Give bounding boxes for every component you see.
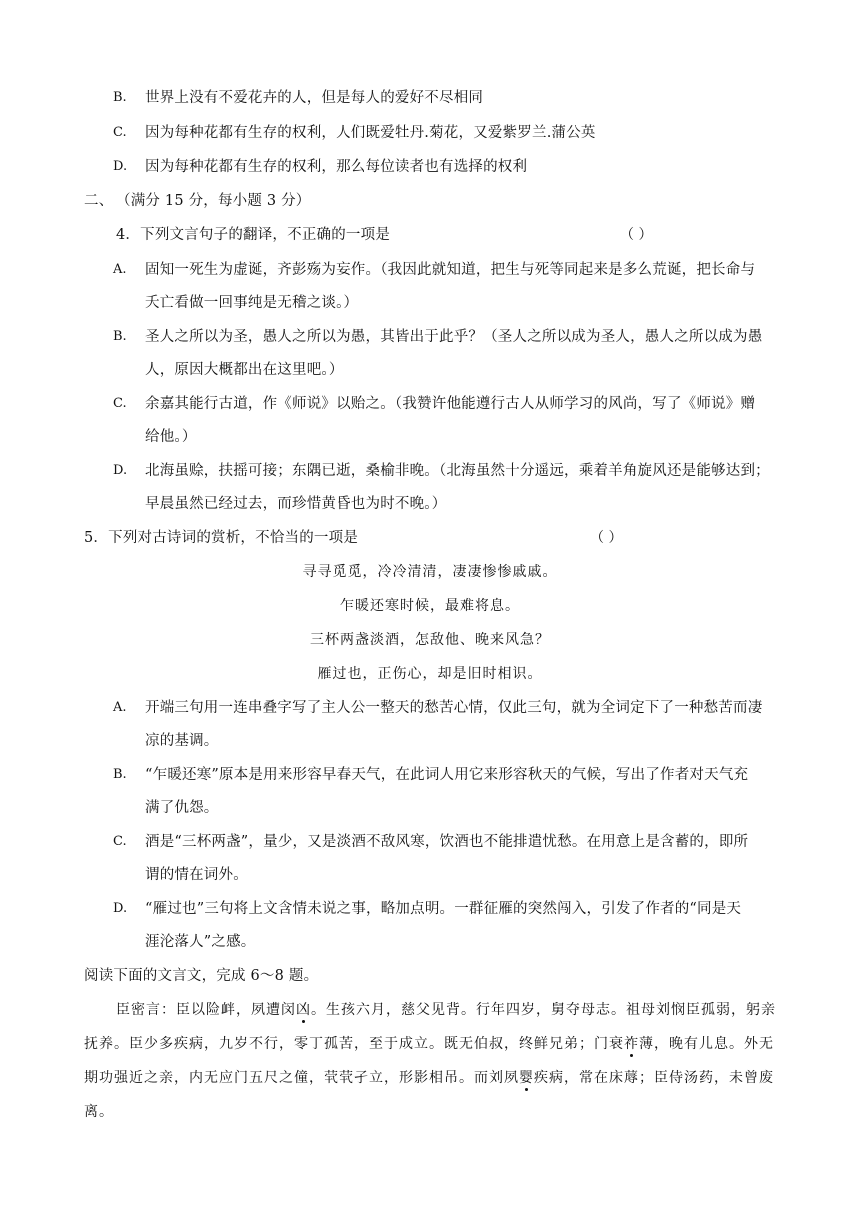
passage-line-1-part-b: 。生孩六月，慈父见背。行年四岁，舅夺母志。祖母刘悯臣孤弱，躬亲 xyxy=(311,1002,776,1018)
section2-note: （满分 15 分，每小题 3 分） xyxy=(116,193,311,209)
section2-number: 二、 xyxy=(84,193,114,209)
passage-line-4: 离。 xyxy=(84,1104,114,1120)
q4-option-a-label: A. xyxy=(113,262,127,277)
q5-option-d-label: D. xyxy=(113,901,128,916)
q5-option-c-line1: 酒是“三杯两盏”，量少，又是淡酒不敌风寒，饮酒也不能排遣忧愁。在用意上是含蓄的，即所 xyxy=(145,834,749,850)
passage-line-1 xyxy=(116,1000,776,1020)
q3-option-c-label: C. xyxy=(113,125,127,140)
q5-option-c-line2: 谓的情在词外。 xyxy=(145,867,248,883)
q5-option-b-line1: “乍暖还寒”原本是用来形容早春天气，在此词人用它来形容秋天的气候，写出了作者对天气充 xyxy=(145,767,749,783)
q5-option-d-line2: 涯沦落人”之感。 xyxy=(145,934,256,950)
q5-option-a-line2: 凉的基调。 xyxy=(145,733,219,749)
q4-option-d-label: D. xyxy=(113,463,128,478)
passage-line-3-part-b: 疾病，常在床蓐；臣侍汤药，未曾废 xyxy=(534,1070,774,1086)
passage-line-3 xyxy=(84,1068,774,1088)
q5-option-a-label: A. xyxy=(113,700,127,715)
q4-option-d-line1: 北海虽赊，扶摇可接；东隅已逝，桑榆非晚。（北海虽然十分遥远，乘着羊角旋风还是能够达到； xyxy=(145,463,770,479)
q3-option-b-label: B. xyxy=(113,90,127,105)
passage-line-1-part-a: 臣密言：臣以险衅，夙遭闵 xyxy=(116,1002,296,1018)
passage-line-3-part-a: 期功强近之亲，内无应门五尺之僮，茕茕孑立，形影相吊。而刘夙 xyxy=(84,1070,519,1086)
poem-line-2: 乍暖还寒时候，最难将息。 xyxy=(340,598,520,614)
emphasis-char-zuo: 祚 xyxy=(624,1036,639,1052)
q5-option-b-line2: 满了仇怨。 xyxy=(145,800,219,816)
q4-option-b-line1: 圣人之所以为圣，愚人之所以为愚，其皆出于此乎？（圣人之所以成为圣人，愚人之所以成为愚 xyxy=(145,329,763,345)
q4-option-c-label: C. xyxy=(113,396,127,411)
q4-answer-paren: （ ） xyxy=(620,227,653,243)
q5-option-b-label: B. xyxy=(113,767,127,782)
q4-option-a-line1: 固知一死生为虚诞，齐彭殇为妄作。（我因此就知道，把生与死等同起来是多么荒诞，把长命与 xyxy=(145,262,756,278)
poem-line-4: 雁过也，正伤心，却是旧时相识。 xyxy=(317,666,543,682)
q4-option-d-line2: 早晨虽然已经过去，而珍惜黄昏也为时不晚。） xyxy=(145,496,447,512)
q5-answer-paren: （ ） xyxy=(590,530,623,546)
q3-option-d-text: 因为每种花都有生存的权利，那么每位读者也有选择的权利 xyxy=(145,159,528,175)
emphasis-char-ying: 婴 xyxy=(519,1070,534,1086)
q3-option-c-text: 因为每种花都有生存的权利，人们既爱牡丹.菊花，又爱紫罗兰.蒲公英 xyxy=(145,125,596,141)
q5-stem: 5．下列对古诗词的赏析，不恰当的一项是 xyxy=(84,530,359,546)
q4-option-c-line1: 余嘉其能行古道，作《师说》以贻之。（我赞许他能遵行古人从师学习的风尚，写了《师说》赠 xyxy=(145,396,756,412)
q5-option-c-label: C. xyxy=(113,834,127,849)
q4-option-c-line2: 给他。） xyxy=(145,429,197,445)
emphasis-char-xiong: 凶 xyxy=(296,1002,311,1018)
poem-line-3: 三杯两盏淡酒，怎敌他、晚来风急？ xyxy=(310,632,550,648)
q4-stem: 4．下列文言句子的翻译，不正确的一项是 xyxy=(116,227,391,243)
q3-option-d-label: D. xyxy=(113,159,128,174)
passage-line-2-part-b: 薄，晚有儿息。外无 xyxy=(639,1036,774,1052)
q3-option-b-text: 世界上没有不爱花卉的人，但是每人的爱好不尽相同 xyxy=(145,90,484,106)
q4-option-b-line2: 人，原因大概都出在这里吧。） xyxy=(145,362,344,378)
poem-line-1: 寻寻觅觅，冷冷清清，凄凄惨惨戚戚。 xyxy=(302,564,558,580)
passage-line-2 xyxy=(84,1034,774,1054)
q4-option-b-label: B. xyxy=(113,329,127,344)
passage-line-2-part-a: 抚养。臣少多疾病，九岁不行，零丁孤苦，至于成立。既无伯叔，终鲜兄弟；门衰 xyxy=(84,1036,624,1052)
q4-option-a-line2: 夭亡看做一回事纯是无稽之谈。） xyxy=(145,295,359,311)
q5-option-a-line1: 开端三句用一连串叠字写了主人公一整天的愁苦心情，仅此三句，就为全词定下了一种愁苦而凄 xyxy=(145,700,763,716)
reading-intro: 阅读下面的文言文，完成 6～8 题。 xyxy=(84,968,319,984)
q5-option-d-line1: “雁过也”三句将上文含情未说之事，略加点明。一群征雁的突然闯入，引发了作者的“同是天 xyxy=(145,901,742,917)
